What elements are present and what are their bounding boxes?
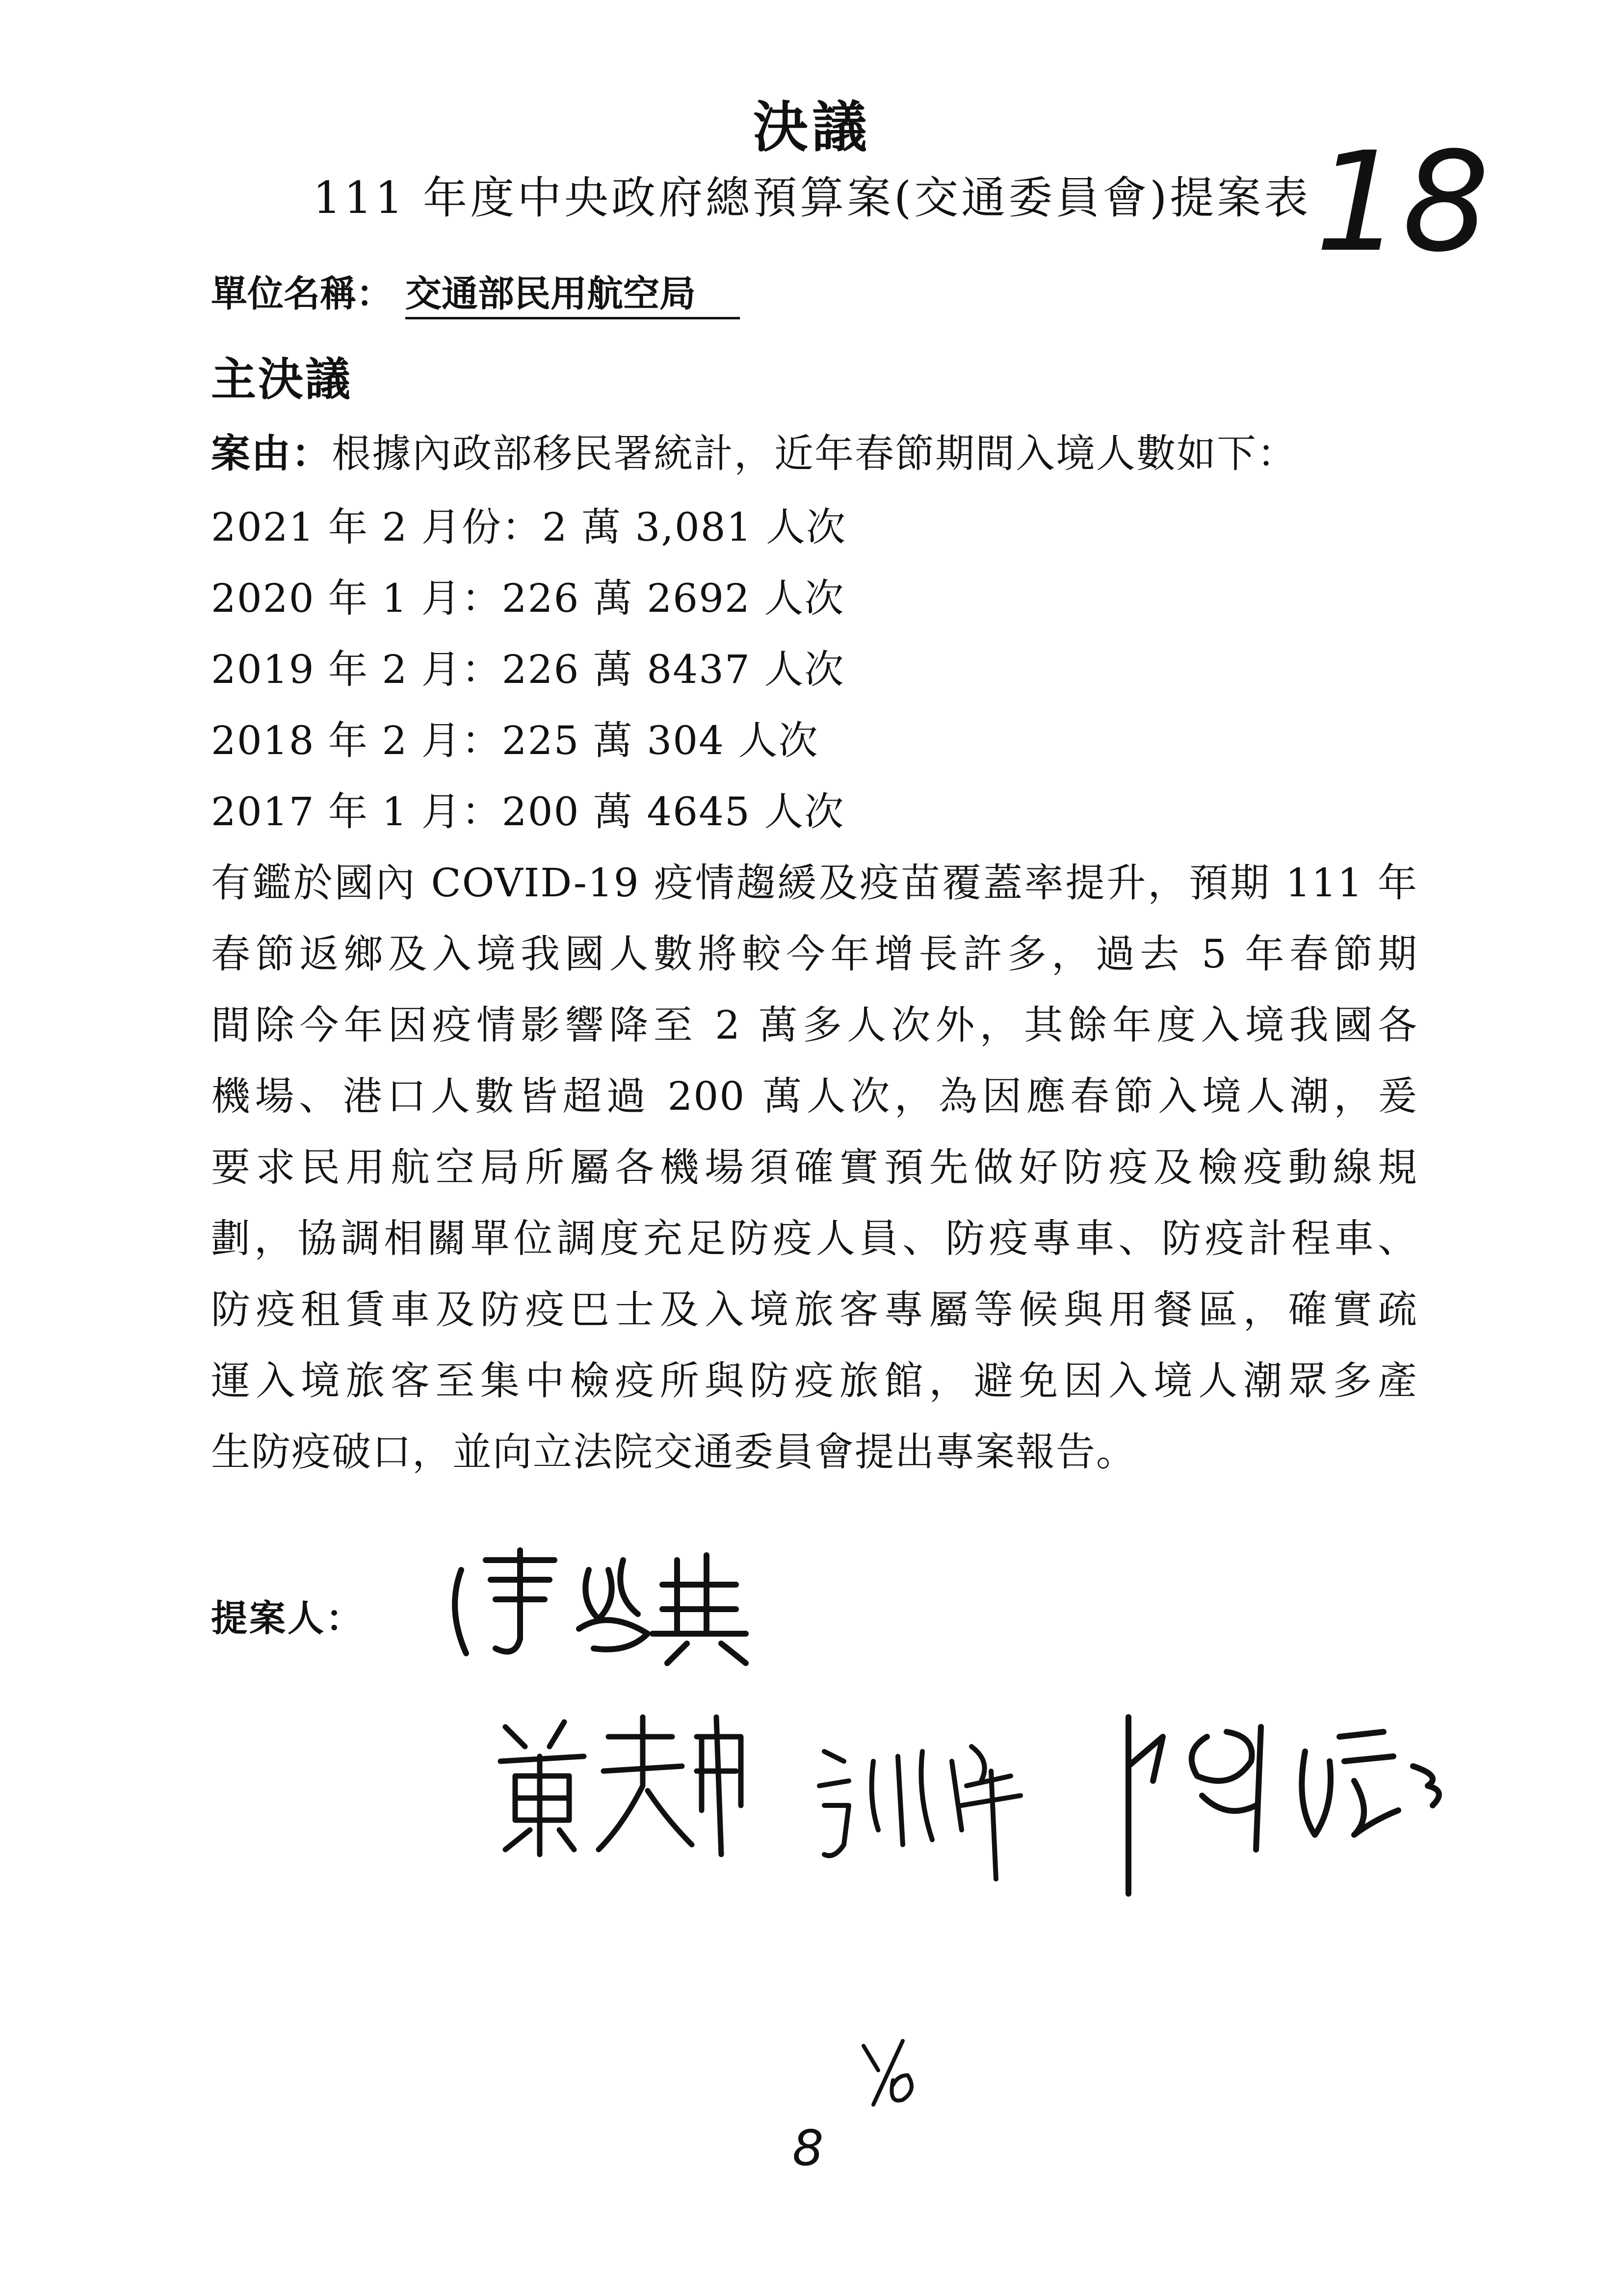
stat-line: 2020 年 1 月：226 萬 2692 人次	[211, 575, 845, 621]
paragraph-line: 間除今年因疫情影響降至 2 萬多人次外，其餘年度入境我國各	[211, 1002, 1418, 1048]
paragraph-line: 劃，協調相關單位調度充足防疫人員、防疫專車、防疫計程車、	[211, 1216, 1418, 1261]
case-line	[211, 422, 1297, 478]
paragraph-line: 春節返鄉及入境我國人數將較今年增長許多，過去 5 年春節期	[211, 931, 1418, 977]
stat-line: 2018 年 2 月：225 萬 304 人次	[211, 718, 819, 763]
paragraph-line: 有鑑於國內 COVID-19 疫情趨緩及疫苗覆蓋率提升，預期 111 年	[211, 860, 1418, 906]
stat-line: 2021 年 2 月份：2 萬 3,081 人次	[211, 504, 846, 550]
signature-1	[432, 1540, 824, 1668]
signature-3	[814, 1732, 1070, 1889]
paragraph-line: 運入境旅客至集中檢疫所與防疫旅館，避免因入境人潮眾多產	[211, 1358, 1418, 1404]
paragraph-line: 機場、港口人數皆超過 200 萬人次，為因應春節入境人潮，爰	[211, 1073, 1418, 1119]
unit-label: 單位名稱：	[211, 273, 393, 315]
stat-line: 2019 年 2 月：226 萬 8437 人次	[211, 647, 845, 692]
document-title: 決議	[753, 95, 871, 159]
paragraph-line: 要求民用航空局所屬各機場須確實預先做好防疫及檢疫動線規	[211, 1145, 1418, 1190]
case-label: 案由：	[211, 430, 332, 476]
case-intro: 根據內政部移民署統計，近年春節期間入境人數如下：	[332, 431, 1297, 476]
proposer-label: 提案人：	[211, 1597, 364, 1640]
signature-2	[486, 1707, 760, 1864]
handwritten-mark	[849, 2036, 927, 2110]
stat-line: 2017 年 1 月：200 萬 4645 人次	[211, 789, 845, 835]
paragraph-line: 生防疫破口，並向立法院交通委員會提出專案報告。	[211, 1429, 1136, 1475]
page-number: 8	[792, 2119, 824, 2177]
signature-4	[1109, 1707, 1482, 1904]
unit-value: 交通部民用航空局	[405, 265, 740, 319]
section-heading: 主決議	[211, 353, 353, 406]
document-subtitle: 111 年度中央政府總預算案(交通委員會)提案表	[313, 172, 1311, 224]
handwritten-number: 18	[1315, 123, 1490, 283]
paragraph-line: 防疫租賃車及防疫巴士及入境旅客專屬等候與用餐區，確實疏	[211, 1287, 1418, 1332]
